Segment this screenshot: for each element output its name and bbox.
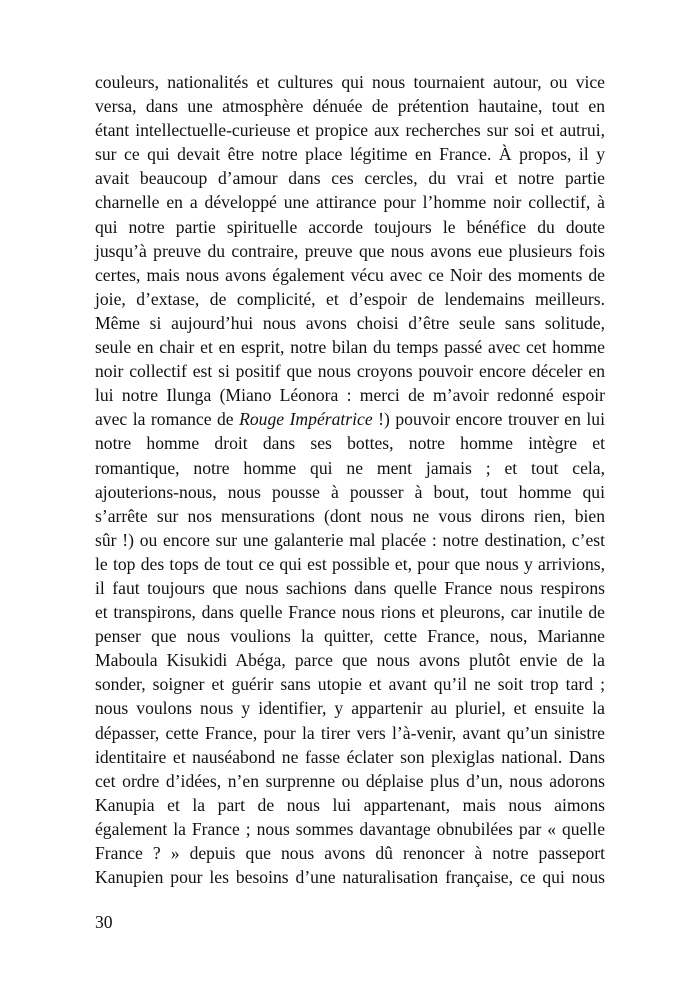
text-segment: !) pouvoir encore trouver en lui <box>372 409 605 430</box>
page-number: 30 <box>95 912 113 932</box>
text-line: Maboula Kisukidi Abéga, parce que nous avons plutôt envie de la <box>95 650 605 671</box>
text-line: lui notre Ilunga (Miano Léonora : merci de m’avoir redonné espoir <box>95 385 605 406</box>
text-line: Kanupia et la part de nous lui appartenant, mais nous aimons <box>95 794 605 815</box>
text-line: Même si aujourd’hui nous avons choisi d’être seule sans solitude, <box>95 312 605 333</box>
text-line: sonder, soigner et guérir sans utopie et avant qu’il ne soit trop tard ; <box>95 674 605 695</box>
text-line: dépasser, cette France, pour la tirer vers l’à-venir, avant qu’un sinistre <box>95 722 605 743</box>
text-line: il faut toujours que nous sachions dans quelle France nous respirons <box>95 577 605 598</box>
text-line: et transpirons, dans quelle France nous rions et pleurons, car inutile de <box>95 602 605 623</box>
text-line: identitaire et nauséabond ne fasse éclater son plexiglas national. Dans <box>95 746 605 767</box>
text-line: versa, dans une atmosphère dénuée de prétention hautaine, tout en <box>95 96 605 117</box>
text-line: seule en chair et en esprit, notre bilan du temps passé avec cet homme <box>95 337 605 358</box>
text-line: cet ordre d’idées, n’en surprenne ou déplaise plus d’un, nous adorons <box>95 770 605 791</box>
text-line: ajouterions-nous, nous pousse à pousser à bout, tout homme qui <box>95 481 605 502</box>
text-line: Kanupien pour les besoins d’une naturalisation française, ce qui nous <box>95 867 605 888</box>
body-text <box>95 70 605 889</box>
text-line: s’arrête sur nos mensurations (dont nous ne vous dirons rien, bien <box>95 505 605 526</box>
text-line: charnelle en a développé une attirance pour l’homme noir collectif, à <box>95 192 605 213</box>
text-line: également la France ; nous sommes davantage obnubilées par « quelle <box>95 818 605 839</box>
text-line: couleurs, nationalités et cultures qui nous tournaient autour, ou vice <box>95 72 605 92</box>
text-line: penser que nous voulions la quitter, cette France, nous, Marianne <box>95 626 605 647</box>
text-line: sur ce qui devait être notre place légitime en France. À propos, il y <box>95 144 605 165</box>
text-line: le top des tops de tout ce qui est possible et, pour que nous y arrivions, <box>95 553 605 574</box>
text-line: joie, d’extase, de complicité, et d’espoir de lendemains meilleurs. <box>95 288 605 309</box>
text-line: certes, mais nous avons également vécu avec ce Noir des moments de <box>95 264 605 285</box>
text-line: nous voulons nous y identifier, y appartenir au pluriel, et ensuite la <box>95 698 605 719</box>
text-line: romantique, notre homme qui ne ment jamais ; et tout cela, <box>95 457 605 478</box>
book-title: Rouge Impératrice <box>239 409 373 430</box>
text-line: qui notre partie spirituelle accorde toujours le bénéfice du doute <box>95 216 605 237</box>
text-segment: avec la romance de <box>95 409 240 430</box>
text-line: France ? » depuis que nous avons dû renoncer à notre passeport <box>95 843 605 863</box>
text-line: avait beaucoup d’amour dans ces cercles, du vrai et notre partie <box>95 168 605 189</box>
text-line-with-title <box>95 407 605 431</box>
text-line: sûr !) ou encore sur une galanterie mal placée : notre destination, c’est <box>95 529 605 550</box>
text-line: étant intellectuelle-curieuse et propice aux recherches sur soi et autrui, <box>95 120 605 141</box>
text-line: jusqu’à preuve du contraire, preuve que nous avons eue plusieurs fois <box>95 240 605 261</box>
text-line: notre homme droit dans ses bottes, notre homme intègre et <box>95 433 605 454</box>
text-line: noir collectif est si positif que nous croyons pouvoir encore déceler en <box>95 361 605 382</box>
